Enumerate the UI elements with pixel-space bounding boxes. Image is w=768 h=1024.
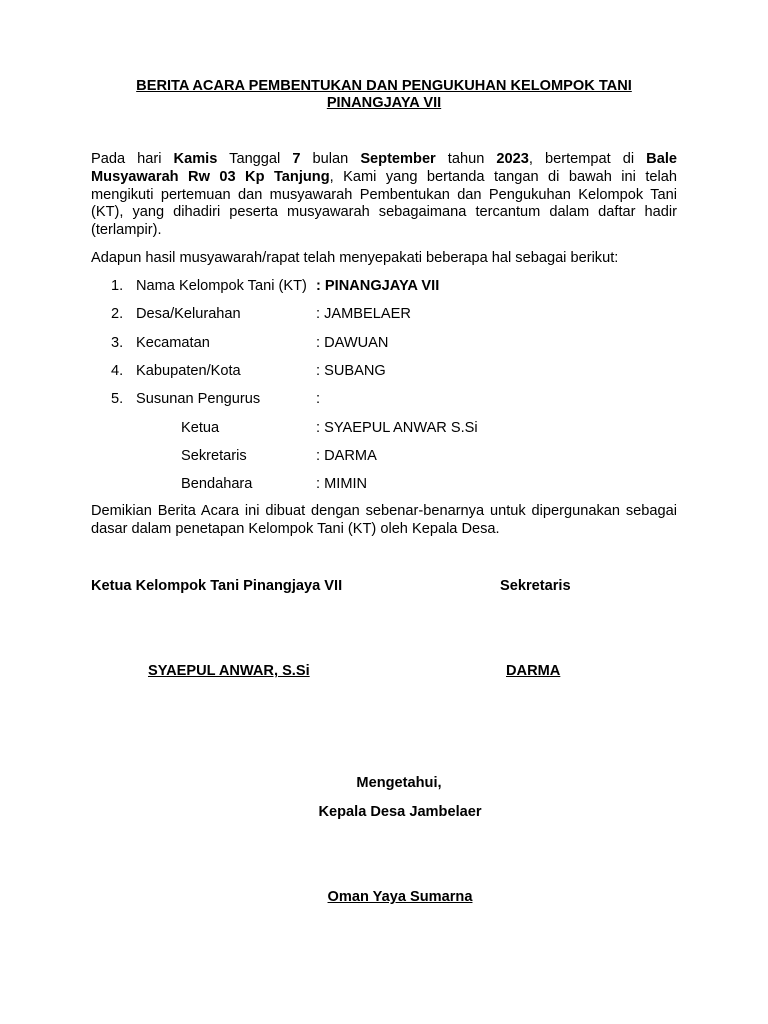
right-signature-name: DARMA (506, 663, 561, 679)
pengurus-role: Bendahara (181, 476, 253, 492)
item-value: : (316, 391, 321, 407)
item-value: : DAWUAN (316, 335, 389, 351)
item-number: 1. (111, 278, 124, 294)
village-head-title: Kepala Desa Jambelaer (318, 804, 482, 820)
item-label: Desa/Kelurahan (136, 306, 241, 322)
intro-text: , bertempat di (528, 151, 647, 167)
title-line-1: BERITA ACARA PEMBENTUKAN DAN PENGUKUHAN KELOMPOK TANI (136, 78, 632, 94)
pengurus-value: : SYAEPUL ANWAR S.Si (316, 420, 478, 436)
closing-paragraph: Demikian Berita Acara ini dibuat dengan sebenar-benarnya untuk dipergunakan sebagai dasar dalam penetapan Kelompok Tani (KT) oleh Kepala Desa. (91, 503, 677, 537)
left-signature-name: SYAEPUL ANWAR, S.Si (148, 663, 310, 679)
pengurus-role: Sekretaris (181, 448, 247, 464)
pengurus-role: Ketua (181, 420, 220, 436)
agreement-paragraph: Adapun hasil musyawarah/rapat telah menyepakati beberapa hal sebagai berikut: (91, 250, 619, 266)
right-signature-title: Sekretaris (500, 578, 571, 594)
item-number: 5. (111, 391, 124, 407)
intro-month: September (360, 151, 436, 167)
title-line-2: PINANGJAYA VII (326, 95, 442, 111)
item-label: Nama Kelompok Tani (KT) (136, 278, 307, 294)
item-number: 2. (111, 306, 124, 322)
intro-date: 7 (292, 151, 301, 167)
item-label: Kabupaten/Kota (136, 363, 241, 379)
item-value: : PINANGJAYA VII (316, 278, 440, 294)
item-label: Susunan Pengurus (136, 391, 261, 407)
acknowledgement-label: Mengetahui, (356, 775, 442, 791)
intro-place: Bale Musyawarah Rw 03 Kp Tanjung (91, 151, 677, 185)
intro-text: , Kami yang bertanda tangan di bawah ini telah mengikuti pertemuan dan musyawarah Pembentukan dan Pengukuhan Kelompok Tani (KT), yang dihadiri peserta musyawarah sebagaimana tercantum dalam daftar hadir (terlampir). (91, 168, 677, 239)
item-value: : SUBANG (316, 363, 386, 379)
intro-text: Pada hari (91, 151, 174, 167)
intro-text: tahun (435, 151, 497, 167)
item-number: 4. (111, 363, 124, 379)
pengurus-value: : MIMIN (316, 476, 368, 492)
intro-text: bulan (300, 151, 361, 167)
item-value: : JAMBELAER (316, 306, 411, 322)
document-title (91, 78, 677, 112)
intro-paragraph (91, 151, 677, 240)
intro-year: 2023 (496, 151, 529, 167)
intro-text: Tanggal (217, 151, 293, 167)
item-number: 3. (111, 335, 124, 351)
intro-day: Kamis (173, 151, 218, 167)
village-head-name: Oman Yaya Sumarna (327, 889, 473, 905)
item-label: Kecamatan (136, 335, 210, 351)
pengurus-value: : DARMA (316, 448, 377, 464)
left-signature-title: Ketua Kelompok Tani Pinangjaya VII (91, 578, 343, 594)
